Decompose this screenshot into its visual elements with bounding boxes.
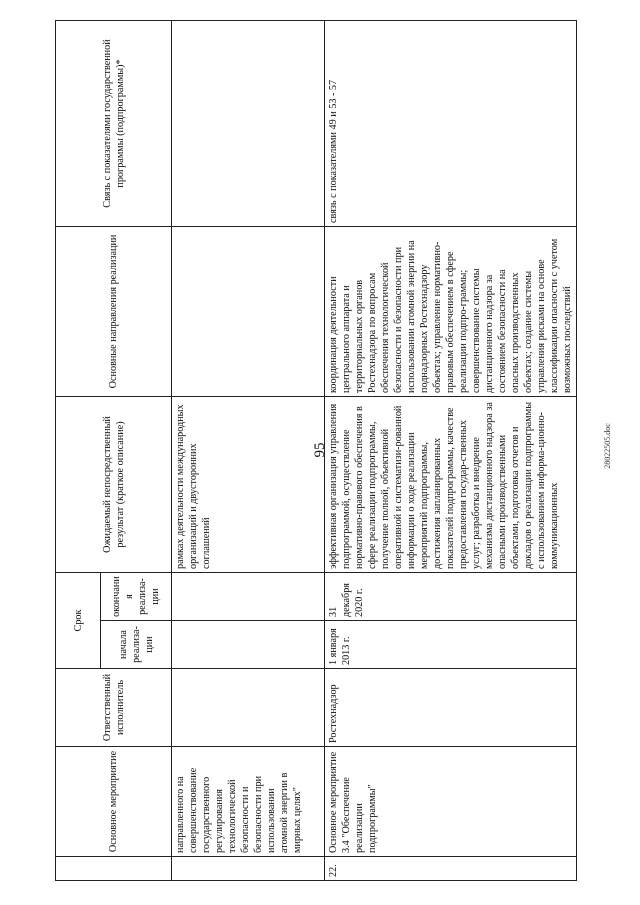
page-number: 95 [312,442,328,458]
start-date-cell [172,621,325,669]
table-header-row [56,21,101,881]
end-date-cell: 31 декабря 2020 г. [325,573,577,621]
measure-cell: направленного на совершенствование государственного регулирования технологической безопасности и безопасности при использовании атомной энергии в мирных целях" [172,747,325,857]
end-date-cell [172,573,325,621]
header-measure: Основное мероприятие [56,747,172,857]
header-start: начала реализа-ции [101,621,172,669]
link-cell [172,21,325,227]
header-directions: Основные направления реализации [56,227,172,397]
program-table [55,20,577,881]
link-cell: связь с показателями 49 и 53 - 57 [325,21,577,227]
start-date-cell: 1 января 2013 г. [325,621,577,669]
header-result: Ожидаемый непосредственный результат (краткое описание) [56,397,172,573]
directions-cell [172,227,325,397]
executor-cell: Ростехнадзор [325,669,577,747]
header-executor: Ответственный исполнитель [56,669,172,747]
header-end: окончания реализа-ции [101,573,172,621]
executor-cell [172,669,325,747]
header-link: Связь с показателями государственной программы (подпрограммы)* [56,21,172,227]
document-code: 28022505.doc [603,423,612,469]
measure-cell: Основное мероприятие 3.4 "Обеспечение реализации подпрограммы" [325,747,577,857]
table-row [172,21,325,881]
directions-cell: координация деятельности центрального аппарата и территориальных органов Ростехнадзора по вопросам обеспечения технологической безопасности и безопасности при использовании атомной энергии на поднадзорных Ростехнадзору объектах; управление нормативно-правовым обеспечением в сфере реализации подпро-граммы; совершенствование системы дистанционного надзора за состоянием безопасности на опасных производственных объектах; создание системы управления рисками на основе классификации опасности с учетом возможных последствий [325,227,577,397]
result-cell: рамках деятельности международных организаций и двусторонних соглашений [172,397,325,573]
header-number [56,857,172,881]
table-row [325,21,577,881]
header-deadline: Срок [56,573,101,669]
rotated-table-container [55,21,575,881]
result-cell: эффективная организация управления подпрограммой, осуществление нормативно-правового обеспечения в сфере реализации подпрограммы, получение полной, объективной оперативной и систематизи-рованной информации о ходе реализации мероприятий подпрограммы, достижения запланированных показателей подпрограммы, качестве предоставления государ-ственных услуг; разработка и внедрение механизма дистанционного надзора за опасными производственными объектами, подготовка отчетов и докладов о реализации подпрограммы с использованием информа-ционно-коммуникационных [325,397,577,573]
row-number-cell [172,857,325,881]
row-number-cell: 22. [325,857,577,881]
